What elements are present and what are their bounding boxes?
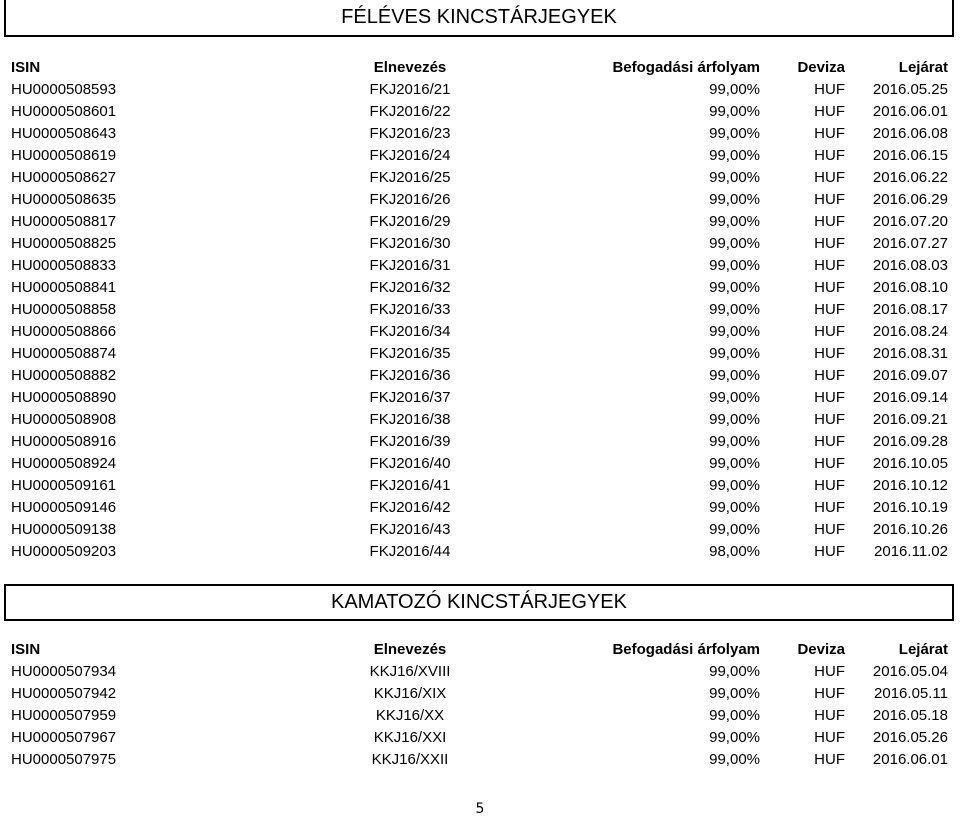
cell-name: FKJ2016/33 (369, 301, 451, 318)
column-header-rate: Befogadási árfolyam (612, 641, 760, 658)
cell-isin: HU0000509138 (11, 521, 117, 538)
cell-rate: 99,00% (709, 103, 760, 120)
cell-maturity: 2016.05.25 (872, 81, 948, 98)
cell-name: FKJ2016/41 (369, 477, 451, 494)
cell-maturity: 2016.09.14 (872, 389, 948, 406)
cell-maturity: 2016.07.20 (872, 213, 948, 230)
table-row (0, 145, 960, 167)
cell-maturity: 2016.06.22 (872, 169, 948, 186)
cell-maturity: 2016.08.17 (872, 301, 948, 318)
cell-currency: HUF (814, 663, 845, 680)
cell-maturity: 2016.06.01 (872, 103, 948, 120)
cell-currency: HUF (814, 81, 845, 98)
cell-currency: HUF (814, 707, 845, 724)
cell-isin: HU0000509203 (11, 543, 117, 560)
section-title-box (4, 584, 954, 621)
cell-rate: 99,00% (709, 147, 760, 164)
cell-name: FKJ2016/39 (369, 433, 451, 450)
table-row (0, 365, 960, 387)
table-row (0, 497, 960, 519)
cell-name: FKJ2016/23 (369, 125, 451, 142)
cell-isin: HU0000507942 (11, 685, 117, 702)
cell-isin: HU0000508627 (11, 169, 117, 186)
cell-isin: HU0000508601 (11, 103, 117, 120)
cell-maturity: 2016.08.31 (872, 345, 948, 362)
cell-rate: 99,00% (709, 751, 760, 768)
cell-isin: HU0000508924 (11, 455, 117, 472)
cell-currency: HUF (814, 279, 845, 296)
cell-currency: HUF (814, 301, 845, 318)
cell-maturity: 2016.07.27 (872, 235, 948, 252)
cell-maturity: 2016.05.26 (872, 729, 948, 746)
cell-isin: HU0000508890 (11, 389, 117, 406)
cell-name: FKJ2016/43 (369, 521, 451, 538)
column-header-maturity: Lejárat (898, 59, 948, 76)
treasury-bills-table-interest (0, 639, 960, 771)
column-header-name: Elnevezés (373, 641, 447, 658)
cell-currency: HUF (814, 455, 845, 472)
column-header-currency: Deviza (797, 641, 845, 658)
cell-name: FKJ2016/21 (369, 81, 451, 98)
column-header-maturity: Lejárat (898, 641, 948, 658)
cell-isin: HU0000508866 (11, 323, 117, 340)
column-header-name: Elnevezés (373, 59, 447, 76)
cell-rate: 99,00% (709, 235, 760, 252)
cell-isin: HU0000507975 (11, 751, 117, 768)
cell-name: FKJ2016/34 (369, 323, 451, 340)
table-row (0, 233, 960, 255)
cell-maturity: 2016.10.19 (872, 499, 948, 516)
cell-isin: HU0000508882 (11, 367, 117, 384)
cell-currency: HUF (814, 103, 845, 120)
cell-currency: HUF (814, 499, 845, 516)
table-row (0, 123, 960, 145)
table-row (0, 167, 960, 189)
cell-currency: HUF (814, 125, 845, 142)
cell-currency: HUF (814, 389, 845, 406)
section-title: FÉLÉVES KINCSTÁRJEGYEK (341, 6, 617, 28)
cell-name: FKJ2016/31 (369, 257, 451, 274)
cell-rate: 99,00% (709, 367, 760, 384)
cell-rate: 99,00% (709, 323, 760, 340)
cell-isin: HU0000508817 (11, 213, 117, 230)
section-title-box (4, 0, 954, 37)
cell-maturity: 2016.05.18 (872, 707, 948, 724)
cell-isin: HU0000508833 (11, 257, 117, 274)
table-row (0, 749, 960, 771)
cell-rate: 99,00% (709, 663, 760, 680)
cell-maturity: 2016.09.07 (872, 367, 948, 384)
cell-name: KKJ16/XXI (373, 729, 447, 746)
cell-isin: HU0000509161 (11, 477, 117, 494)
cell-currency: HUF (814, 235, 845, 252)
column-header-currency: Deviza (797, 59, 845, 76)
cell-currency: HUF (814, 729, 845, 746)
cell-currency: HUF (814, 411, 845, 428)
table-row (0, 409, 960, 431)
cell-currency: HUF (814, 433, 845, 450)
column-header-rate: Befogadási árfolyam (612, 59, 760, 76)
cell-name: KKJ16/XXII (371, 751, 449, 768)
cell-isin: HU0000507959 (11, 707, 117, 724)
cell-name: FKJ2016/36 (369, 367, 451, 384)
cell-isin: HU0000508825 (11, 235, 117, 252)
cell-rate: 99,00% (709, 213, 760, 230)
cell-rate: 99,00% (709, 729, 760, 746)
table-row (0, 321, 960, 343)
cell-currency: HUF (814, 345, 845, 362)
cell-isin: HU0000509146 (11, 499, 117, 516)
cell-name: FKJ2016/37 (369, 389, 451, 406)
cell-maturity: 2016.06.15 (872, 147, 948, 164)
cell-maturity: 2016.09.21 (872, 411, 948, 428)
cell-currency: HUF (814, 685, 845, 702)
cell-isin: HU0000508841 (11, 279, 117, 296)
table-row (0, 475, 960, 497)
cell-name: KKJ16/XX (375, 707, 445, 724)
column-header-isin: ISIN (11, 641, 41, 658)
cell-name: FKJ2016/29 (369, 213, 451, 230)
cell-maturity: 2016.10.05 (872, 455, 948, 472)
table-row (0, 101, 960, 123)
cell-currency: HUF (814, 147, 845, 164)
cell-name: FKJ2016/22 (369, 103, 451, 120)
cell-rate: 99,00% (709, 169, 760, 186)
cell-maturity: 2016.05.11 (874, 685, 948, 702)
cell-rate: 99,00% (709, 411, 760, 428)
cell-maturity: 2016.08.03 (872, 257, 948, 274)
cell-name: FKJ2016/32 (369, 279, 451, 296)
cell-rate: 99,00% (709, 499, 760, 516)
cell-maturity: 2016.06.01 (872, 751, 948, 768)
table-row (0, 189, 960, 211)
cell-isin: HU0000508635 (11, 191, 117, 208)
cell-rate: 99,00% (709, 455, 760, 472)
table-row (0, 431, 960, 453)
table-row (0, 519, 960, 541)
cell-name: FKJ2016/35 (369, 345, 451, 362)
table-row (0, 211, 960, 233)
cell-maturity: 2016.11.02 (874, 543, 948, 560)
table-row (0, 277, 960, 299)
cell-currency: HUF (814, 543, 845, 560)
cell-isin: HU0000508908 (11, 411, 117, 428)
cell-isin: HU0000508874 (11, 345, 117, 362)
cell-isin: HU0000507967 (11, 729, 117, 746)
cell-rate: 99,00% (709, 685, 760, 702)
table-row (0, 79, 960, 101)
cell-maturity: 2016.09.28 (872, 433, 948, 450)
cell-rate: 99,00% (709, 125, 760, 142)
table-header-row (0, 57, 960, 79)
table-row (0, 299, 960, 321)
cell-maturity: 2016.08.24 (872, 323, 948, 340)
cell-isin: HU0000508916 (11, 433, 117, 450)
cell-name: FKJ2016/26 (369, 191, 451, 208)
cell-rate: 99,00% (709, 301, 760, 318)
cell-isin: HU0000508643 (11, 125, 117, 142)
cell-rate: 99,00% (709, 707, 760, 724)
table-row (0, 387, 960, 409)
cell-currency: HUF (814, 323, 845, 340)
cell-maturity: 2016.05.04 (872, 663, 948, 680)
cell-currency: HUF (814, 169, 845, 186)
column-header-isin: ISIN (11, 59, 41, 76)
table-row (0, 255, 960, 277)
cell-maturity: 2016.08.10 (872, 279, 948, 296)
cell-maturity: 2016.06.29 (872, 191, 948, 208)
cell-rate: 99,00% (709, 521, 760, 538)
table-row (0, 683, 960, 705)
cell-rate: 98,00% (709, 543, 760, 560)
table-row (0, 343, 960, 365)
table-row (0, 727, 960, 749)
cell-rate: 99,00% (709, 477, 760, 494)
cell-name: FKJ2016/24 (369, 147, 451, 164)
table-row (0, 453, 960, 475)
cell-name: FKJ2016/38 (369, 411, 451, 428)
cell-currency: HUF (814, 751, 845, 768)
cell-rate: 99,00% (709, 191, 760, 208)
cell-currency: HUF (814, 191, 845, 208)
treasury-bills-table-semiannual (0, 57, 960, 563)
table-row (0, 705, 960, 727)
cell-maturity: 2016.10.12 (872, 477, 948, 494)
cell-isin: HU0000508619 (11, 147, 117, 164)
cell-rate: 99,00% (709, 389, 760, 406)
cell-name: FKJ2016/40 (369, 455, 451, 472)
cell-name: KKJ16/XIX (373, 685, 447, 702)
cell-rate: 99,00% (709, 345, 760, 362)
table-row (0, 541, 960, 563)
cell-name: FKJ2016/42 (369, 499, 451, 516)
cell-maturity: 2016.06.08 (872, 125, 948, 142)
cell-currency: HUF (814, 213, 845, 230)
page-number: 5 (475, 801, 485, 817)
cell-maturity: 2016.10.26 (872, 521, 948, 538)
table-header-row (0, 639, 960, 661)
cell-currency: HUF (814, 477, 845, 494)
cell-currency: HUF (814, 257, 845, 274)
cell-name: KKJ16/XVIII (369, 663, 451, 680)
cell-currency: HUF (814, 367, 845, 384)
cell-isin: HU0000508858 (11, 301, 117, 318)
section-title: KAMATOZÓ KINCSTÁRJEGYEK (331, 591, 627, 613)
cell-name: FKJ2016/25 (369, 169, 451, 186)
cell-name: FKJ2016/44 (369, 543, 451, 560)
table-row (0, 661, 960, 683)
cell-rate: 99,00% (709, 433, 760, 450)
cell-rate: 99,00% (709, 81, 760, 98)
cell-rate: 99,00% (709, 279, 760, 296)
cell-isin: HU0000507934 (11, 663, 117, 680)
cell-isin: HU0000508593 (11, 81, 117, 98)
cell-name: FKJ2016/30 (369, 235, 451, 252)
cell-currency: HUF (814, 521, 845, 538)
cell-rate: 99,00% (709, 257, 760, 274)
